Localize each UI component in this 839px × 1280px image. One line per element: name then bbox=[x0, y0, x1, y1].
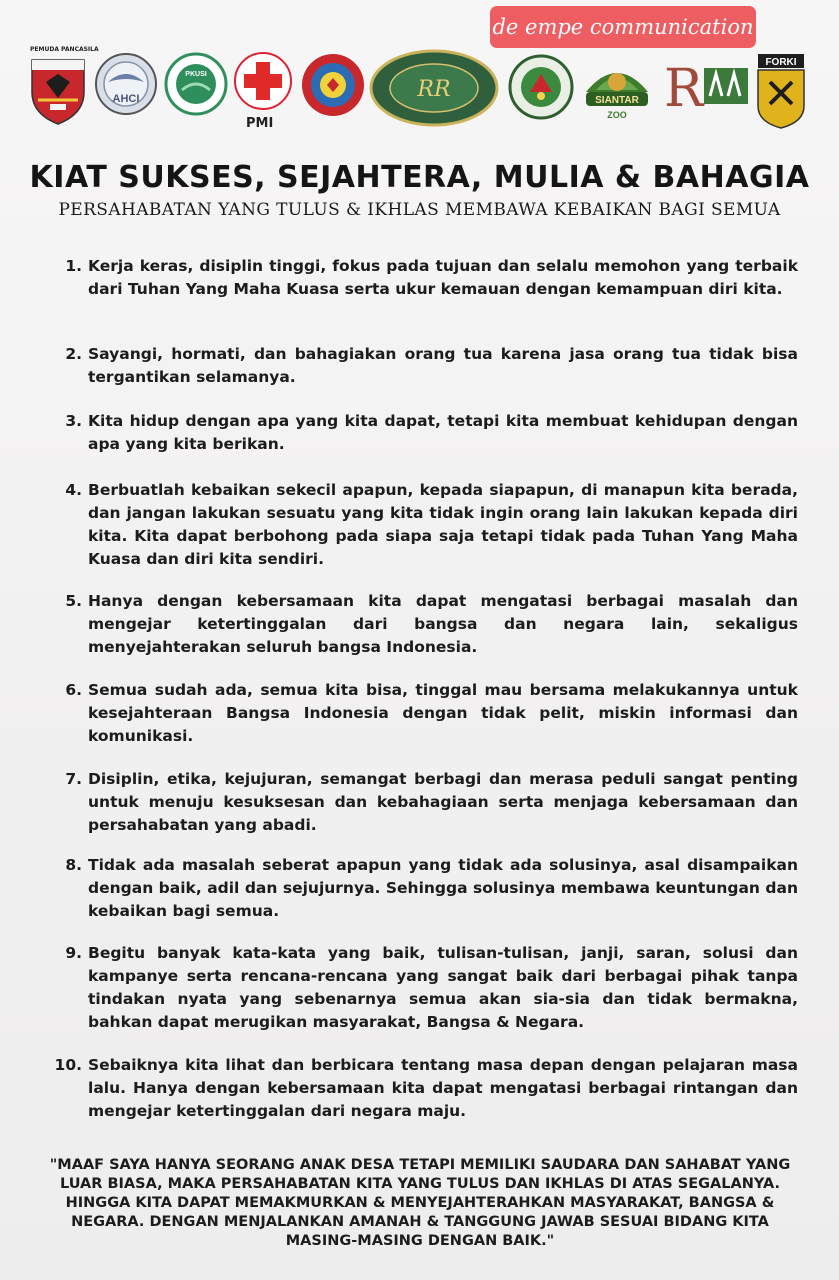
list-item-text: Sebaiknya kita lihat dan berbicara tentang masa depan dengan pelajaran masa lalu. Hanya dengan kebersamaan kita dapat mengatasi berbagai rintangan dan mengejar ketertinggalan dari negara maju. bbox=[88, 1056, 798, 1120]
svg-text:ZOO: ZOO bbox=[607, 110, 627, 120]
list-item-text: Kita hidup dengan apa yang kita dapat, tetapi kita membuat kehidupan dengan apa yang kita berikan. bbox=[88, 412, 798, 453]
list-item-text: Tidak ada masalah seberat apapun yang tidak ada solusinya, asal disampaikan dengan baik, adil dan sejujurnya. Sehingga solusinya membawa keuntungan dan kebaikan bagi semua. bbox=[88, 856, 798, 920]
list-item-number: 4. bbox=[65, 481, 82, 499]
list-item-text: Berbuatlah kebaikan sekecil apapun, kepada siapapun, di manapun kita berada, dan jangan lakukan sesuatu yang kita tidak ingin orang lain lakukan kepada diri kita. Kita dapat berbohong pada siapa saja tetapi tidak pada Tuhan Yang Maha Kuasa dan diri kita sendiri. bbox=[88, 481, 798, 568]
red-circle-organization-logo bbox=[300, 52, 366, 118]
forki-logo bbox=[756, 52, 806, 130]
list-item-number: 8. bbox=[65, 856, 82, 874]
svg-text:R: R bbox=[664, 59, 704, 116]
pkusi-logo bbox=[164, 52, 228, 116]
pmi-logo bbox=[232, 50, 294, 112]
closing-quote: "MAAF SAYA HANYA SEORANG ANAK DESA TETAPI MEMILIKI SAUDARA DAN SAHABAT YANG LUAR BIASA, MAKA PERSAHABATAN KITA YANG TULUS DAN IKHLAS DI ATAS SEGALANYA. HINGGA KITA DAPAT MEMAKMURKAN & MENYEJAHTERAHKAN MASYARAKAT, BANGSA & NEGARA. DENGAN MENJALANKAN AMANAH & TANGGUNG JAWAB SESUAI BIDANG KITA MASING-MASING DENGAN BAIK." bbox=[49, 1157, 791, 1249]
svg-text:AHCI: AHCI bbox=[112, 93, 140, 105]
rr-logo-text: RR bbox=[417, 77, 451, 102]
green-circle-logo bbox=[508, 54, 574, 120]
pemuda-pancasila-caption: PEMUDA PANCASILA bbox=[30, 46, 99, 53]
list-item-number: 6. bbox=[65, 681, 82, 699]
pmi-caption: PMI bbox=[246, 116, 274, 131]
list-item-number: 7. bbox=[65, 770, 82, 788]
list-item-text: Kerja keras, disiplin tinggi, fokus pada tujuan dan selalu memohon yang terbaik dari Tuhan Yang Maha Kuasa serta ukur kemauan dengan kemampuan diri kita. bbox=[88, 257, 798, 298]
list-item-number: 2. bbox=[65, 345, 82, 363]
pemuda-pancasila-logo bbox=[28, 52, 88, 126]
list-item-number: 5. bbox=[65, 592, 82, 610]
svg-text:SIANTAR: SIANTAR bbox=[595, 95, 639, 106]
page-subtitle: PERSAHABATAN YANG TULUS & IKHLAS MEMBAWA KEBAIKAN BAGI SEMUA bbox=[58, 200, 781, 220]
list-item-number: 9. bbox=[65, 944, 82, 962]
list-item-number: 10. bbox=[54, 1056, 82, 1074]
list-item-text: Semua sudah ada, semua kita bisa, tinggal mau bersama melakukannya untuk kesejahteraan Bangsa Indonesia dengan tidak pelit, miskin informasi dan komunikasi. bbox=[88, 681, 798, 745]
list-item-text: Disiplin, etika, kejujuran, semangat berbagi dan merasa peduli sangat penting untuk menuju kesuksesan dan kebahagiaan serta menjaga kebersamaan dan persahabatan yang abadi. bbox=[88, 770, 798, 834]
ahci-logo bbox=[94, 52, 158, 116]
svg-text:PKUSI: PKUSI bbox=[185, 71, 207, 78]
list-item-text: Begitu banyak kata-kata yang baik, tulisan-tulisan, janji, saran, solusi dan kampanye serta rencana-rencana yang sangat baik dari berbagai pihak tanpa tindakan nyata yang sebenarnya semua akan sia-sia dan tidak bermakna, bahkan dapat merugikan masyarakat, Bangsa & Negara. bbox=[88, 944, 798, 1031]
watermark-label: de empe communication bbox=[490, 6, 756, 48]
list-item-text: Hanya dengan kebersamaan kita dapat mengatasi berbagai masalah dan mengejar ketertinggalan dari bangsa dan negara lain, sekaligus menyejahterakan seluruh bangsa Indonesia. bbox=[88, 592, 798, 656]
page-title: KIAT SUKSES, SEJAHTERA, MULIA & BAHAGIA bbox=[29, 160, 810, 195]
logo-strip bbox=[28, 48, 818, 140]
siantar-zoo-logo bbox=[580, 52, 654, 126]
forki-logo-text: FORKI bbox=[765, 57, 797, 68]
rr-logo bbox=[368, 48, 500, 128]
r-brand-logo bbox=[662, 56, 752, 116]
list-item-number: 3. bbox=[65, 412, 82, 430]
list-item-number: 1. bbox=[65, 257, 82, 275]
list-item-text: Sayangi, hormati, dan bahagiakan orang tua karena jasa orang tua tidak bisa tergantikan selamanya. bbox=[88, 345, 798, 386]
